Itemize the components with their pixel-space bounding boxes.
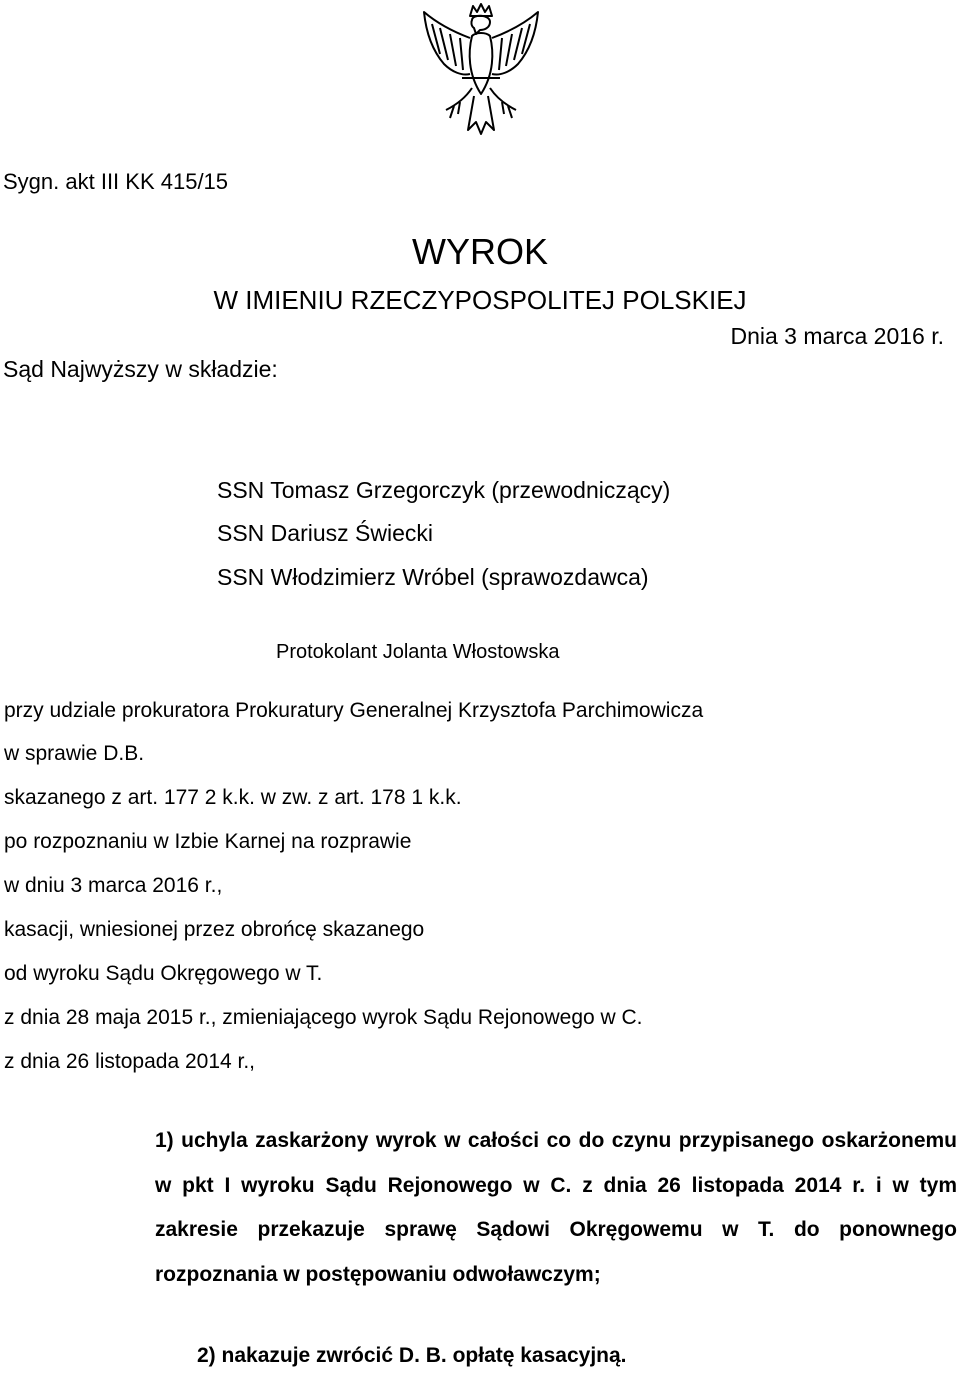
charges-line: skazanego z art. 177 2 k.k. w zw. z art. 178 1 k.k. (4, 786, 462, 809)
case-number: Sygn. akt III KK 415/15 (3, 169, 229, 194)
prosecutor-line: przy udziale prokuratora Prokuratury Generalnej Krzysztofa Parchimowicza (4, 699, 704, 722)
court-clerk: Protokolant Jolanta Włostowska (276, 641, 560, 663)
ruling-point-1: 1) uchyla zaskarżony wyrok w całości co do czynu przypisanego oskarżonemu w pkt I wyroku Sądu Rejonowego w C. z dnia 26 listopada 2014 r. i w tym zakresie przekazuje sprawę Sądowi Okręgowemu w T. do ponownego rozpoznania w postępowaniu odwoławczym; (155, 1129, 957, 1286)
cassation-line: kasacji, wniesionej przez obrońcę skazanego (4, 918, 425, 941)
ruling-point-2: 2) nakazuje zwrócić D. B. opłatę kasacyjną. (197, 1344, 627, 1367)
judgment-date: Dnia 3 marca 2016 r. (730, 323, 944, 349)
hearing-line: po rozpoznaniu w Izbie Karnej na rozprawie (4, 830, 412, 853)
document-title: WYROK (411, 231, 548, 272)
judge-presiding: SSN Tomasz Grzegorczyk (przewodniczący) (217, 477, 671, 503)
document-subtitle: W IMIENIU RZECZYPOSPOLITEJ POLSKIEJ (213, 285, 747, 315)
court-composition-label: Sąd Najwyższy w składzie: (3, 356, 278, 382)
appeal-date-line: z dnia 28 maja 2015 r., zmieniającego wyrok Sądu Rejonowego w C. (4, 1006, 643, 1029)
polish-eagle-emblem (410, 2, 552, 140)
judge-member: SSN Dariusz Świecki (217, 520, 433, 546)
case-line: w sprawie D.B. (4, 742, 145, 765)
appeal-court-line: od wyroku Sądu Okręgowego w T. (4, 962, 323, 985)
eagle-icon (410, 2, 552, 140)
hearing-date-line: w dniu 3 marca 2016 r., (4, 874, 223, 897)
judge-rapporteur: SSN Włodzimierz Wróbel (sprawozdawca) (217, 564, 649, 590)
first-instance-date-line: z dnia 26 listopada 2014 r., (4, 1050, 256, 1073)
